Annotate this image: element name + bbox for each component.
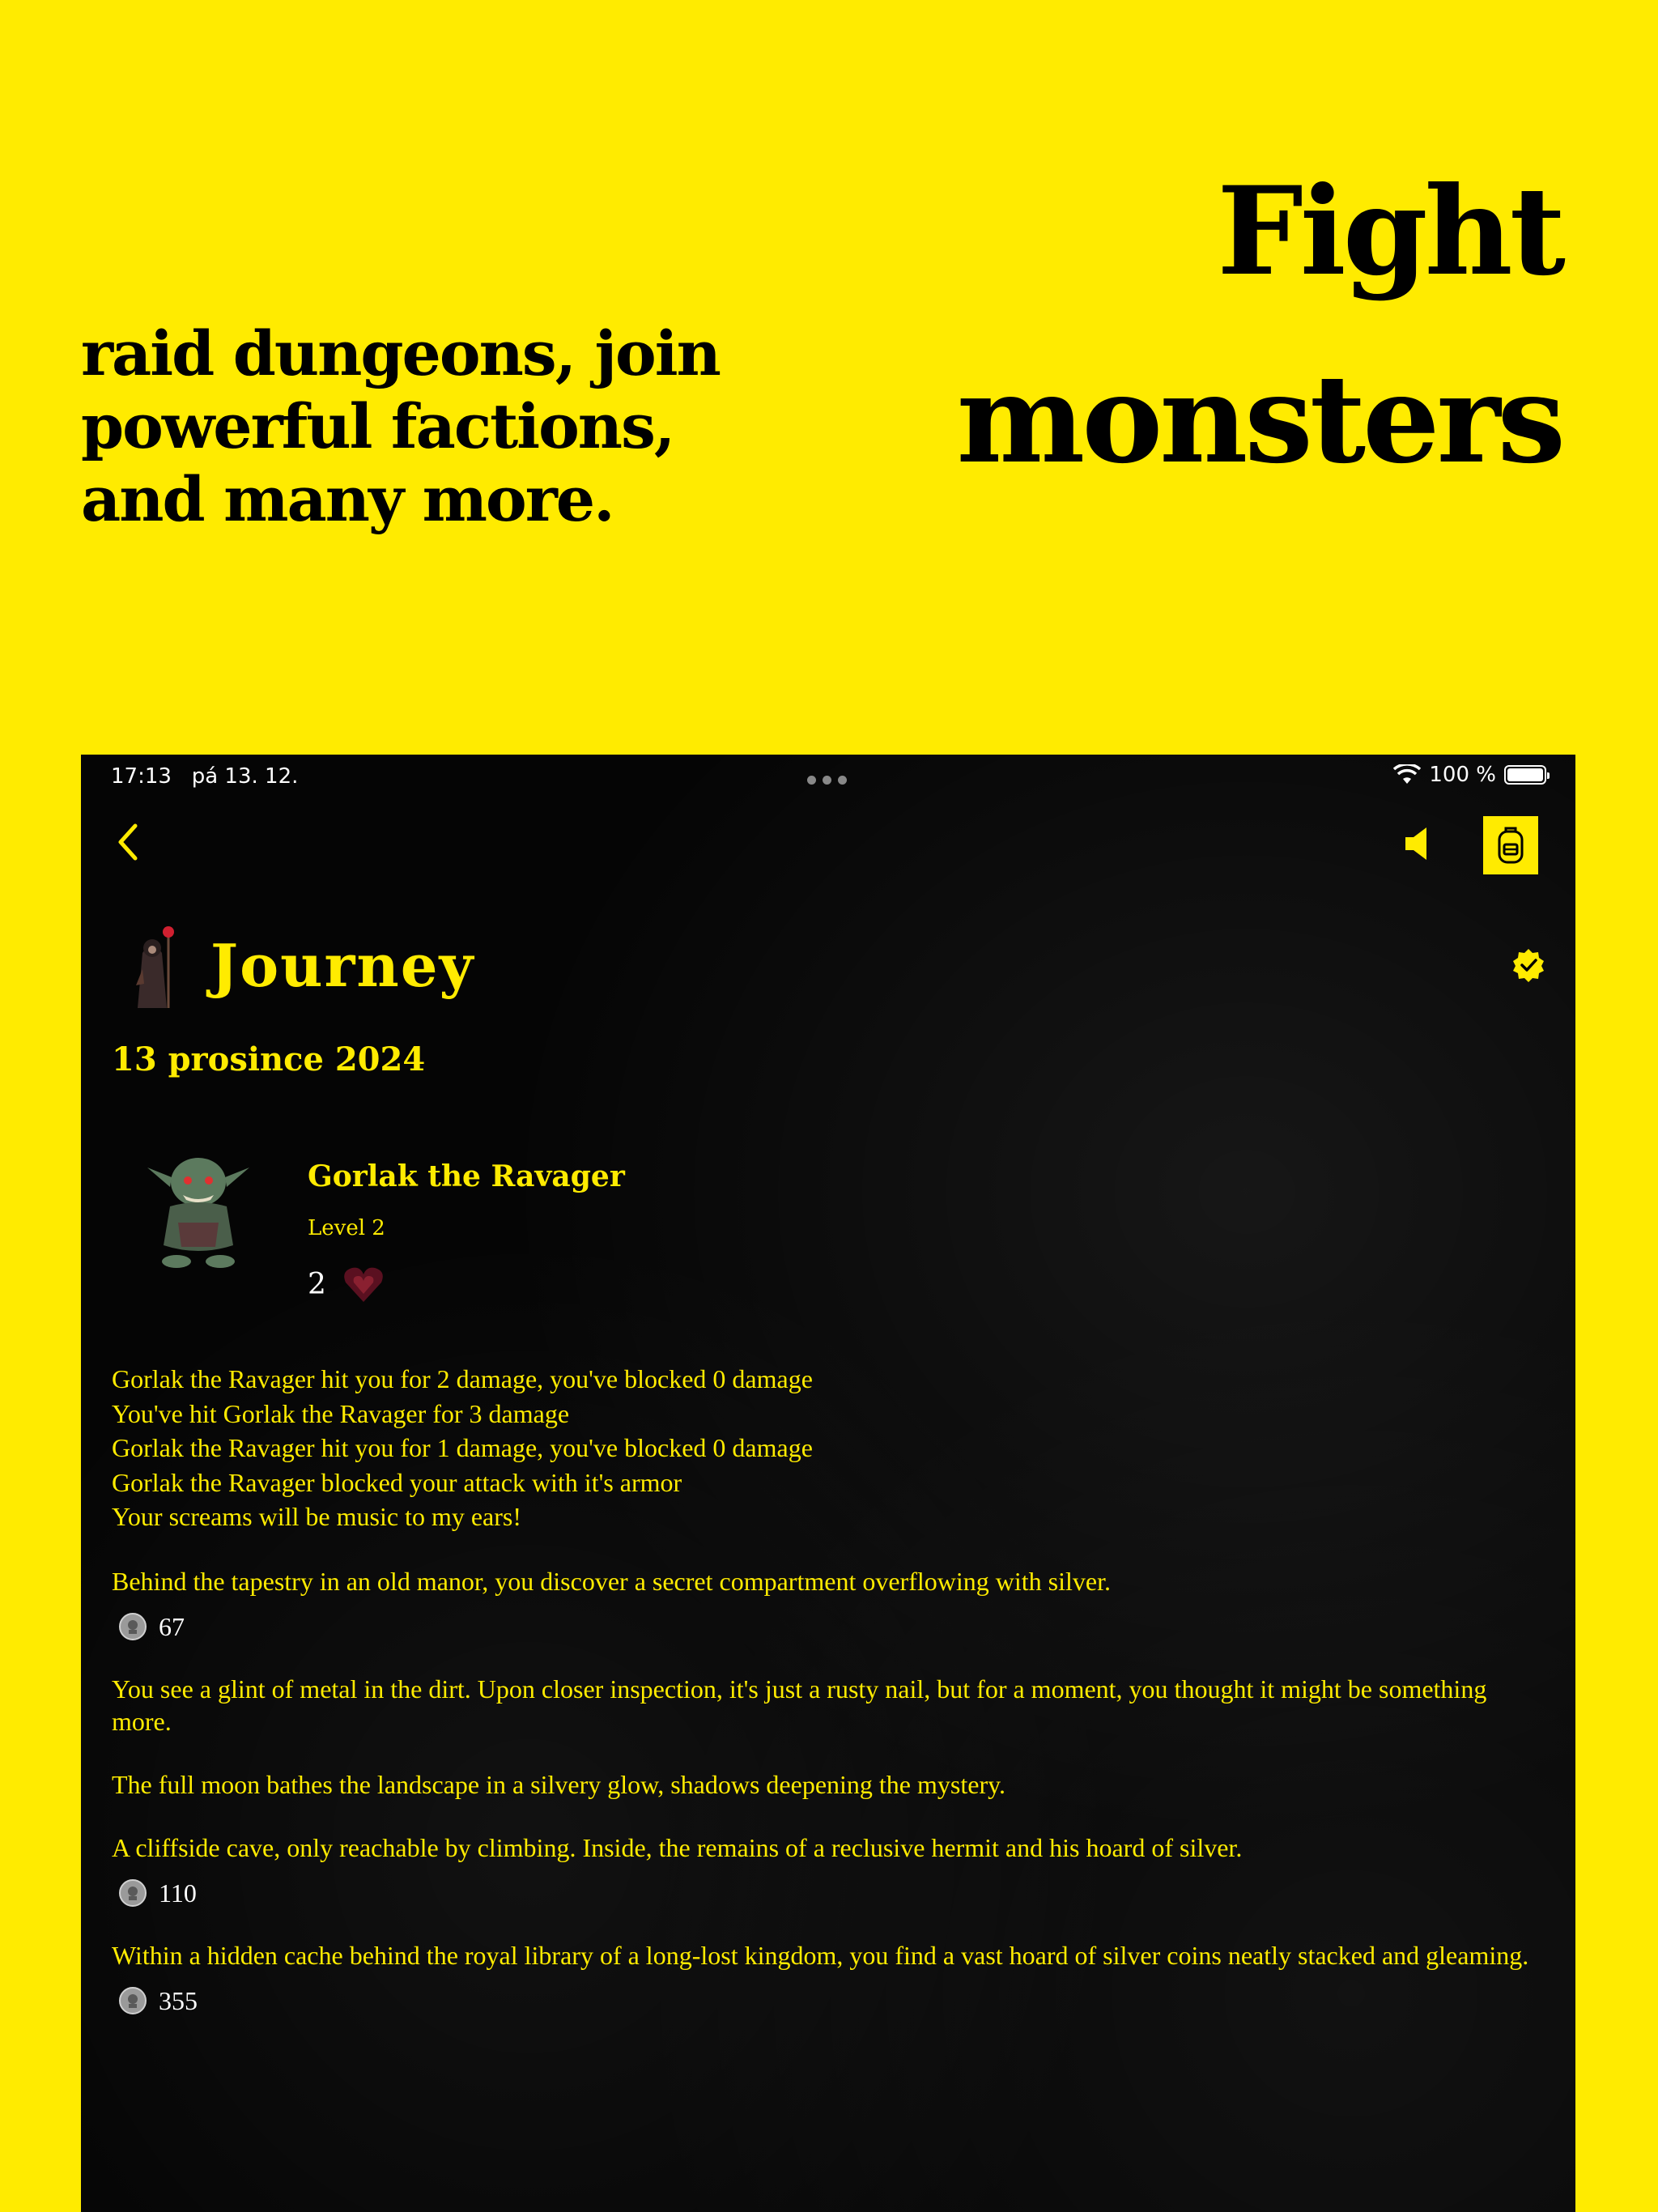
silver-coin-icon (118, 1612, 147, 1641)
reward-value: 110 (159, 1878, 197, 1908)
event-text: The full moon bathes the landscape in a silvery glow, shadows deepening the mystery. (112, 1769, 1006, 1799)
promo-headline (957, 138, 1562, 513)
combat-line: You've hit Gorlak the Ravager for 3 damage (112, 1398, 570, 1428)
multitasking-dots-icon[interactable] (807, 776, 847, 785)
inventory-button[interactable] (1483, 816, 1538, 874)
combat-line: Gorlak the Ravager hit you for 2 damage, you've blocked 0 damage (112, 1364, 813, 1393)
silver-reward (112, 1612, 1553, 1642)
status-date: pá 13. 12. (191, 764, 299, 789)
combat-log (112, 1362, 1553, 1534)
journey-log (112, 1362, 1553, 2016)
verified-badge-icon[interactable] (1511, 947, 1546, 983)
headline-line-2: monsters (956, 348, 1562, 491)
silver-coin-icon (118, 1986, 147, 2015)
reward-value: 67 (159, 1611, 185, 1641)
heart-icon (342, 1265, 385, 1304)
promo-tagline: raid dungeons, join powerful factions, and many more. (81, 317, 720, 535)
monster-health (308, 1265, 385, 1304)
combat-line: Your screams will be music to my ears! (112, 1502, 521, 1531)
event-text: You see a glint of metal in the dirt. Upon closer inspection, it's just a rusty nail, but for a moment, you thought it might be something more. (112, 1674, 1487, 1736)
title-row (121, 921, 474, 1010)
status-right (1393, 763, 1546, 787)
monster-name: Gorlak the Ravager (308, 1159, 625, 1193)
headline-line-1: Fight (1217, 160, 1562, 303)
device-screen (81, 755, 1575, 2212)
monster-hp-value: 2 (308, 1267, 326, 1301)
silver-reward (112, 1986, 1553, 2016)
combat-line: Gorlak the Ravager blocked your attack with it's armor (112, 1467, 682, 1497)
event-text: A cliffside cave, only reachable by climbing. Inside, the remains of a reclusive hermit and his hoard of silver. (112, 1832, 1243, 1862)
combat-line: Gorlak the Ravager hit you for 1 damage, you've blocked 0 damage (112, 1433, 813, 1462)
battery-percent: 100 % (1429, 763, 1496, 787)
status-time (111, 764, 298, 789)
reaper-portrait-icon (121, 921, 183, 1010)
speaker-icon (1404, 826, 1433, 861)
back-button[interactable] (104, 818, 152, 866)
battery-icon (1504, 765, 1546, 785)
status-clock: 17:13 (111, 764, 172, 789)
goblin-portrait-icon (130, 1150, 267, 1271)
sound-button[interactable] (1396, 821, 1441, 866)
silver-reward (112, 1878, 1553, 1908)
event-text: Behind the tapestry in an old manor, you discover a secret compartment overflowing with silver. (112, 1566, 1111, 1596)
journey-date: 13 prosince 2024 (112, 1040, 426, 1078)
reward-value: 355 (159, 1985, 198, 2015)
backpack-icon (1496, 825, 1525, 866)
status-bar (81, 755, 1575, 803)
chevron-left-icon (116, 823, 140, 861)
event-text: Within a hidden cache behind the royal library of a long-lost kingdom, you find a vast hoard of silver coins neatly stacked and gleaming. (112, 1940, 1529, 1970)
silver-coin-icon (118, 1878, 147, 1908)
monster-level: Level 2 (308, 1216, 385, 1240)
wifi-icon (1393, 764, 1421, 785)
page-title: Journey (210, 930, 475, 1000)
